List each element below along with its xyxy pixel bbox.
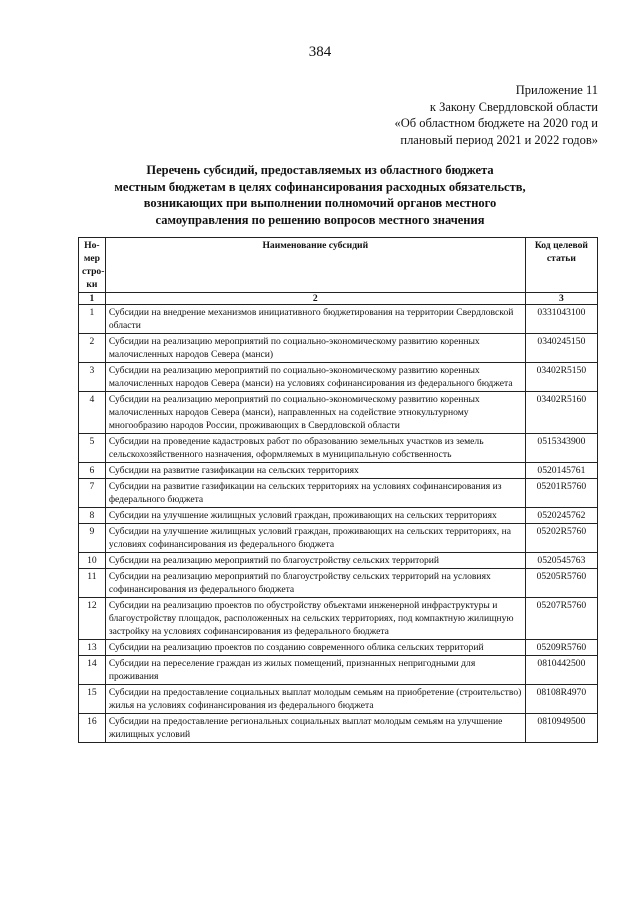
appendix-line: Приложение 11 [515, 83, 598, 97]
subsidy-name: Субсидии на проведение кадастровых работ по образованию земельных участков из земель сельскохозяйственного назначения, оформляемых в муниципальную собственность [105, 434, 525, 463]
header-name: Наименование субсидий [105, 238, 525, 293]
table-row [79, 656, 598, 685]
row-number: 5 [79, 434, 106, 463]
column-index: 1 [79, 293, 106, 305]
subsidy-name: Субсидии на реализацию мероприятий по благоустройству сельских территорий [105, 553, 525, 569]
row-number: 16 [79, 714, 106, 743]
column-index: 3 [525, 293, 597, 305]
row-number: 12 [79, 598, 106, 640]
table-row [79, 685, 598, 714]
target-code: 0515343900 [525, 434, 597, 463]
row-number: 3 [79, 363, 106, 392]
row-number: 15 [79, 685, 106, 714]
row-number: 11 [79, 569, 106, 598]
table-row [79, 553, 598, 569]
row-number: 13 [79, 640, 106, 656]
title-line: местным бюджетам в целях софинансирования расходных обязательств, [114, 179, 526, 194]
header-text: Но- [84, 240, 100, 251]
header-code [525, 238, 597, 293]
subsidy-name: Субсидии на переселение граждан из жилых помещений, признанных непригодными для проживания [105, 656, 525, 685]
table-row [79, 334, 598, 363]
table-row [79, 392, 598, 434]
table-header-row [79, 238, 598, 293]
title-line: Перечень субсидий, предоставляемых из областного бюджета [146, 163, 494, 177]
column-index: 2 [105, 293, 525, 305]
subsidy-name: Субсидии на улучшение жилищных условий граждан, проживающих на сельских территориях, на условиях софинансирования из федерального бюджета [105, 524, 525, 553]
document-title [60, 162, 580, 228]
target-code: 05205R5760 [525, 569, 597, 598]
target-code: 05202R5760 [525, 524, 597, 553]
subsidy-name: Субсидии на реализацию мероприятий по социально-экономическому развитию коренных малочисленных народов Севера (манси) [105, 334, 525, 363]
appendix-line: «Об областном бюджете на 2020 год и [394, 116, 598, 130]
table-row [79, 714, 598, 743]
table-row [79, 598, 598, 640]
header-text: статьи [546, 253, 576, 264]
header-row-number [79, 238, 106, 293]
appendix-caption [394, 82, 598, 148]
appendix-line: плановый период 2021 и 2022 годов» [400, 132, 598, 147]
subsidy-name: Субсидии на предоставление социальных выплат молодым семьям на приобретение (строительство) жилья на условиях софинансирования из федерального бюджета [105, 685, 525, 714]
subsidy-name: Субсидии на внедрение механизмов инициативного бюджетирования на территории Свердловской области [105, 305, 525, 334]
table-row [79, 434, 598, 463]
target-code: 0520145761 [525, 463, 597, 479]
subsidy-name: Субсидии на предоставление региональных социальных выплат молодым семьям на улучшение жилищных условий [105, 714, 525, 743]
subsidy-name: Субсидии на реализацию мероприятий по социально-экономическому развитию коренных малочисленных народов Севера (манси) на условиях софинансирования из федерального бюджета [105, 363, 525, 392]
subsidy-name: Субсидии на развитие газификации на сельских территориях на условиях софинансирования из федерального бюджета [105, 479, 525, 508]
subsidy-name: Субсидии на реализацию мероприятий по благоустройству сельских территорий на условиях софинансирования из федерального бюджета [105, 569, 525, 598]
row-number: 8 [79, 508, 106, 524]
column-index-row [79, 293, 598, 305]
table-row [79, 479, 598, 508]
subsidy-name: Субсидии на реализацию мероприятий по социально-экономическому развитию коренных малочисленных народов Севера (манси), направленных на содействие этнокультурному многообразию народов России, проживающих в Свердловской области [105, 392, 525, 434]
row-number: 10 [79, 553, 106, 569]
table-row [79, 363, 598, 392]
header-text: Код целевой [534, 240, 588, 251]
subsidy-name: Субсидии на улучшение жилищных условий граждан, проживающих на сельских территориях [105, 508, 525, 524]
row-number: 14 [79, 656, 106, 685]
target-code: 05207R5760 [525, 598, 597, 640]
target-code: 0331043100 [525, 305, 597, 334]
table-row [79, 508, 598, 524]
page-number: 384 [308, 44, 332, 60]
subsidies-table [78, 237, 598, 743]
target-code: 0340245150 [525, 334, 597, 363]
row-number: 2 [79, 334, 106, 363]
table-row [79, 463, 598, 479]
table-row [79, 524, 598, 553]
target-code: 0520545763 [525, 553, 597, 569]
subsidy-name: Субсидии на реализацию проектов по обустройству объектами инженерной инфраструктуры и благоустройству площадок, расположенных на сельских территориях, под компактную жилищную застройку на условиях софинансирования из федерального бюджета [105, 598, 525, 640]
target-code: 0810442500 [525, 656, 597, 685]
row-number: 4 [79, 392, 106, 434]
row-number: 7 [79, 479, 106, 508]
target-code: 03402R5160 [525, 392, 597, 434]
subsidy-name: Субсидии на реализацию проектов по созданию современного облика сельских территорий [105, 640, 525, 656]
row-number: 9 [79, 524, 106, 553]
subsidy-name: Субсидии на развитие газификации на сельских территориях [105, 463, 525, 479]
title-line: возникающих при выполнении полномочий органов местного [143, 196, 497, 210]
target-code: 08108R4970 [525, 685, 597, 714]
title-line: самоуправления по решению вопросов местного значения [155, 212, 485, 227]
table-row [79, 305, 598, 334]
header-text: ки [86, 279, 98, 290]
target-code: 05209R5760 [525, 640, 597, 656]
target-code: 0520245762 [525, 508, 597, 524]
row-number: 6 [79, 463, 106, 479]
header-text: стро- [82, 266, 105, 277]
row-number: 1 [79, 305, 106, 334]
target-code: 05201R5760 [525, 479, 597, 508]
appendix-line: к Закону Свердловской области [429, 99, 598, 114]
target-code: 03402R5150 [525, 363, 597, 392]
table-row [79, 569, 598, 598]
header-text: мер [83, 253, 100, 264]
target-code: 0810949500 [525, 714, 597, 743]
table-row [79, 640, 598, 656]
